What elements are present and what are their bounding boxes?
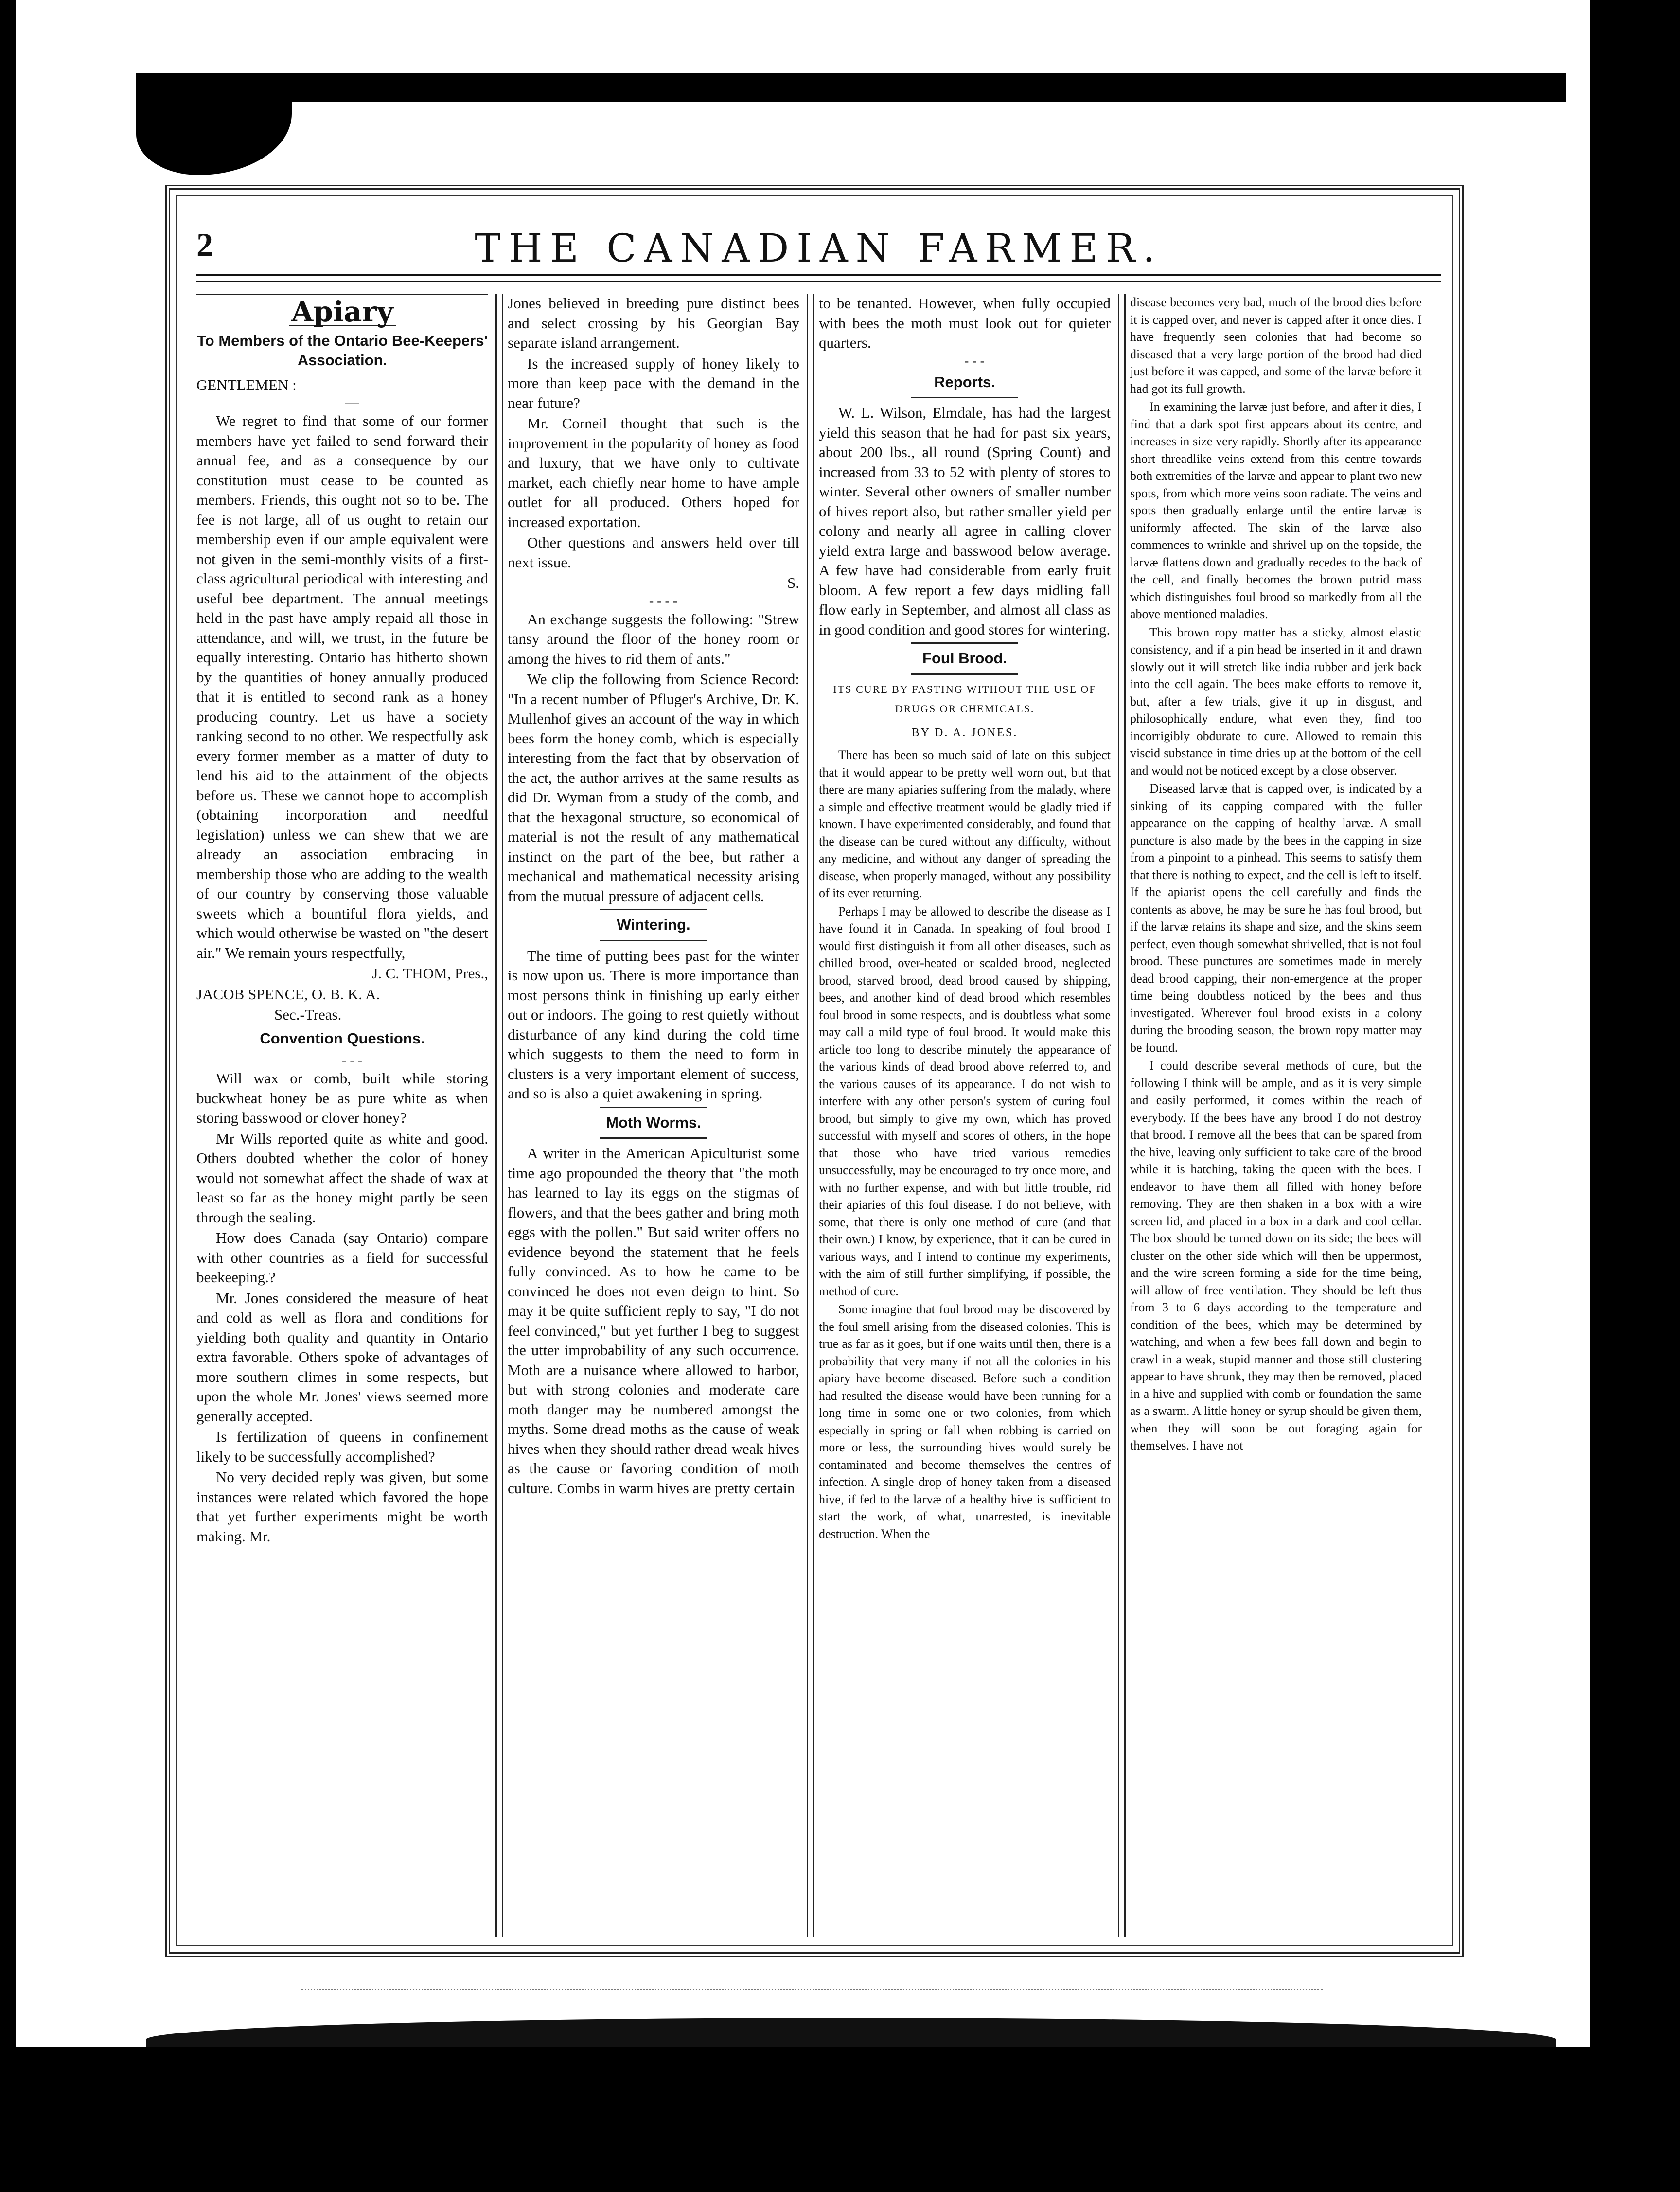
paragraph: to be tenanted. However, when fully occupied with bees the moth must look out for quieter quarters. [819,295,1111,351]
masthead-rule [196,274,1441,282]
page-number: 2 [196,226,213,263]
paragraph: Is the increased supply of honey likely to more than keep pace with the demand in the near future? [508,354,799,411]
paragraph: Mr. Corneil thought that such is the improvement in the popularity of honey as food and luxury, that we have only to cultivate market, each chiefly near home to have ample outlet for all produced. Others hoped for increased exportation. [508,415,799,530]
column-1 [196,294,488,1937]
heading-rule [600,1107,707,1108]
paragraph: A writer in the American Apiculturist some time ago propounded the theory that "the moth has learned to lay its eggs on the stigmas of flowers, and that the bees gather and bring moth eggs with the pollen." But said writer offers no evidence beyond the statement that he feels fully convinced. As to how he came to be convinced he does not even deign to hint. So may it be quite sufficient reply to say, "I do not feel convinced," but yet further I beg to suggest the utter improbability of any such occurrence. Moth are a nuisance where allowed to harbor, but with strong colonies and moderate care moth danger may be numbered amongst the myths. Some dread moths as the cause of weak hives when they should rather dread weak hives as the cause or favoring condition of moth culture. Combs in warm hives are pretty certain [508,1145,799,1497]
author-initial: S. [787,574,799,591]
column-4 [1130,294,1422,1937]
scan-dark-band-top [253,73,1566,102]
separator-dash: - - - [342,1053,362,1068]
separator-dash: — [345,395,359,410]
page-inner-border [176,195,1453,1946]
department-heading: Apiary [291,295,393,328]
paragraph: An exchange suggests the following: "Strew tansy around the floor of the honey room or among the hives to rid them of ants." [508,610,799,667]
paragraph: I could describe several methods of cure, but the following I think will be ample, and as it is very simple and easily performed, it comes within the reach of everybody. If the bees have any brood I do not destroy that brood. I remove all the bees that can be spared from the hive, leaving only sufficient to take care of the brood while it is hatching, taking the queen with the bees. I endeavor to have them all filled with honey before removing. They are then shaken in a box with a wire screen lid, and placed in a box in a dark and cool cellar. The box should be turned down on its side; the bees will cluster on the other side which will then be uppermost, and the wire screen forming a side for the time being, will allow of free ventilation. They should be left thus from 3 to 6 days according to the temperature and condition of the bees, which may be determined by watching, and when a few bees fall down and begin to crawl in a weak, stupid manner and those still clustering appear to have shrunk, they may then be removed, placed in a hive and supplied with comb or foundation the same as a swarm. A little honey or syrup should be given them, when they will soon be out foraging again for themselves. I have not [1130,1059,1422,1452]
paragraph: Mr Wills reported quite as white and good. Others doubted whether the color of honey would not somewhat affect the shade of wax at least so far as the honey might partly be seen through the sealing. [196,1130,488,1226]
article-columns [196,294,1441,1937]
letter-body: We regret to find that some of our former members have yet failed to send forward their annual fee, and as a consequence by our constitution must cease to be counted as members. Friends, this ought not so to be. The fee is not large, all of us ought to retain our membership even if our ample equivalent were not given in the semi-monthly visits of a first-class agricultural periodical with interesting and useful bee department. The annual meetings held in the past have amply repaid all those in attendance, and will, we trust, in the future be equally interesting. Ontario has hitherto shown by the quantities of honey annually produced that it is entitled to second rank as a honey producing country. Let us have a society ranking second to no other. We respectfully ask every former member as a matter of duty to lend his aid to the attainment of the objects before us. These we cannot hope to accomplish (obtaining incorporation and needful legislation) unless we can shew that we are already an association embracing in membership those who are adding to the wealth of our country by conserving those valuable sweets which a bountiful flora yields, and which would otherwise be wasted on "the desert air." We remain yours respectfully, [196,412,488,961]
stray-dotted-marks [301,1989,1323,1993]
paragraph: Diseased larvæ that is capped over, is indicated by a sinking of its capping compared with the fuller appearance on the capping of healthy larvæ. A small puncture is also made by the bees in the capping in size from a pinpoint to a pinhead. This seems to satisfy them that there is nothing to expect, and the cell is left to itself. If the apiarist opens the cell carefully and finds the contents as above, he may be sure he has foul brood, but if the larvæ retains its shape and size, and the skins seem perfect, even though somewhat shrivelled, that is not foul brood. These punctures are sometimes made in merely dead brood capping, their non-emergence at the proper time being doubtless noticed by the bees and thus investigated. Wherever foul brood exists in a colony during the brooding season, the brown ropy matter may be found. [1130,781,1422,1055]
scan-edge-bottom [0,2047,1680,2192]
paragraph: No very decided reply was given, but some instances were related which favored the hope that yet further experiments might be worth making. Mr. [196,1468,488,1545]
masthead [196,226,1441,271]
section-heading: Wintering. [617,916,690,933]
scan-edge-left [0,0,16,2192]
column-3 [819,294,1111,1937]
scan-edge-right [1590,0,1680,2192]
heading-rule [600,1137,707,1139]
salutation: GENTLEMEN : [196,376,297,393]
signature-secretary: JACOB SPENCE, O. B. K. A. [196,985,380,1003]
heading-rule [911,642,1018,644]
scan-blot-top-left [136,73,292,175]
section-heading: Moth Worms. [606,1114,701,1131]
letter-heading: To Members of the Ontario Bee-Keepers' Association. [197,332,488,369]
paragraph: There has been so much said of late on this subject that it would appear to be pretty well worn out, but that there are many apiaries suffering from the malady, where a simple and effective treatment would be gladly tried if known. I have experimented considerably, and found that the disease can be cured without any difficulty, without any medicine, and without any danger of spreading the disease, when properly managed, without any possibility of its ever returning. [819,748,1111,900]
heading-rule [911,673,1018,675]
separator-dash: - - - [964,353,985,369]
paragraph: W. L. Wilson, Elmdale, has had the largest yield this season that he had for past six years, about 200 lbs., all round (Spring Count) and increased from 33 to 52 with plenty of stores to winter. Several other owners of smaller number of hives report also, but rather smaller yield per colony and nearly all agree in calling clover yield extra large and basswood below average. A few have had considerable from early fruit bloom. A few report a few days midling fall flow early in September, and almost all class as in good condition and good stores for wintering. [819,404,1111,638]
paragraph: We clip the following from Science Record: "In a recent number of Pfluger's Archive, Dr. K. Mullenhof gives an account of the way in which bees form the honey comb, which is especially interesting from the fact that by observation of the act, the author arrives at the same results as did Dr. Wyman from a study of the comb, and that the hexagonal structure, so economical of material is not the result of any mathematical instinct on the part of the bee, but rather a mechanical and mathematical necessity arising from the mutual pressure of adjacent cells. [508,671,799,904]
heading-rule [600,940,707,941]
paragraph: How does Canada (say Ontario) compare with other countries as a field for successful beekeeping.? [196,1229,488,1286]
heading-rule [911,397,1018,398]
paragraph: In examining the larvæ just before, and after it dies, I find that a dark spot first appears about its centre, and increases in size very rapidly. Shortly after its appearance short threadlike veins extend from this centre towards both extremities of the larvæ and appear to plant two new spots, from which more veins soon radiate. The veins and spots then gradually enlarge until the entire larvæ is uniformly affected. The skin of the larvæ also commences to wrinkle and shrivel up on the topside, the larvæ flattens down and gradually recedes to the back of the cell, and finally becomes the brown putrid mass which distinguishes foul brood so markedly from all the above mentioned maladies. [1130,400,1422,621]
newspaper-page [165,185,1464,1957]
paragraph: Jones believed in breeding pure distinct bees and select crossing by his Georgian Bay separate island arrangement. [508,295,799,351]
column-rule [1118,294,1126,1937]
paragraph: Mr. Jones considered the measure of heat and cold as well as flora and conditions for yielding both quality and quantity in Ontario extra favorable. Others spoke of advantages of more southern climes in some respects, but upon the whole Mr. Jones' views seemed more generally accepted. [196,1289,488,1425]
column-2 [508,294,799,1937]
article-byline: BY D. A. JONES. [911,726,1018,739]
heading-rule [600,909,707,910]
section-heading: Foul Brood. [922,650,1007,667]
article-body [819,746,1111,1542]
paragraph: The time of putting bees past for the winter is now upon us. There is more importance than most persons think in finishing up early either out or indoors. The going to rest quietly without disturbance of any kind during the cold time which suggests to them the need to form in clusters is a very important element of success, and so is also a quiet awakening in spring. [508,947,799,1102]
column-rule [495,294,503,1937]
paragraph: Will wax or comb, built while storing buckwheat honey be as pure white as when storing basswood or clover honey? [196,1070,488,1126]
paper-title: THE CANADIAN FARMER. [475,226,1163,271]
signature-president: J. C. THOM, Pres., [372,965,488,982]
paragraph: Is fertilization of queens in confinement likely to be successfully accomplished? [196,1428,488,1465]
paragraph: disease becomes very bad, much of the brood dies before it is capped over, and never is capped after it once dies. I have frequently seen colonies that had become so diseased that a very large portion of the brood had died just before it was capped, and some of the larvæ before it had got its full growth. [1130,295,1422,396]
column-rule [807,294,814,1937]
paragraph: Some imagine that foul brood may be discovered by the foul smell arising from the diseased colonies. This is true as far as it goes, but if one waits until then, there is a probability that very many if not all the colonies in his apiary have become diseased. Before such a condition had resulted the disease would have been running for a long time in some one or two colonies, from which especially in spring or fall when robbing is carried on more or less, the surrounding hives would surely be contaminated and become themselves the centres of infection. A single drop of honey taken from a diseased hive, if fed to the larvæ of a healthy hive is sufficient to start the work, of what, unarrested, is inevitable destruction. When the [819,1302,1111,1541]
paragraph: Perhaps I may be allowed to describe the disease as I have found it in Canada. In speaking of foul brood I would first distinguish it from all other diseases, such as chilled brood, over-heated or scalded brood, neglected brood, starved brood, dead brood caused by shipping, bees, and another kind of dead brood which resembles foul brood in some respects, and is doubtless what some may call a mild type of foul brood. It would make this article too long to describe minutely the appearance of the various kinds of dead brood above referred to, and the various causes of its appearance. I do not wish to interfere with any other person's system of curing foul brood, but simply to give my own, which has proved successful with myself and scores of others, in the hope that those who have tried various remedies unsuccessfully, may be encouraged to try once more, and with no further expense, and with but little trouble, rid their apiaries of this foul disease. I do not believe, with some, that there is only one method of cure (and that their own.) I know, by experience, that it can be cured in various ways, and I intend to continue my experiments, with the aim of still further simplifying, if possible, the method of cure. [819,904,1111,1298]
separator-dash: - - - - [649,593,678,609]
paragraph: This brown ropy matter has a sticky, almost elastic consistency, and if a pin head be inserted in it and drawn slowly out it will stretch like india rubber and jerk back into the cell again. The bees make efforts to remove it, but, after a few trials, give it up in disgust, and philosophically endure, what even they, find too incorrigibly obdurate to cure. Allowed to remain this viscid substance in time dries up at the bottom of the cell and would not be noticed except by a close observer. [1130,625,1422,778]
section-heading: Convention Questions. [260,1029,425,1047]
article-subhead: ITS CURE BY FASTING WITHOUT THE USE OF DRUGS OR CHEMICALS. [833,683,1096,715]
signature-title: Sec.-Treas. [274,1006,342,1023]
paragraph: Other questions and answers held over till next issue. [508,534,799,571]
section-heading: Reports. [934,373,995,390]
